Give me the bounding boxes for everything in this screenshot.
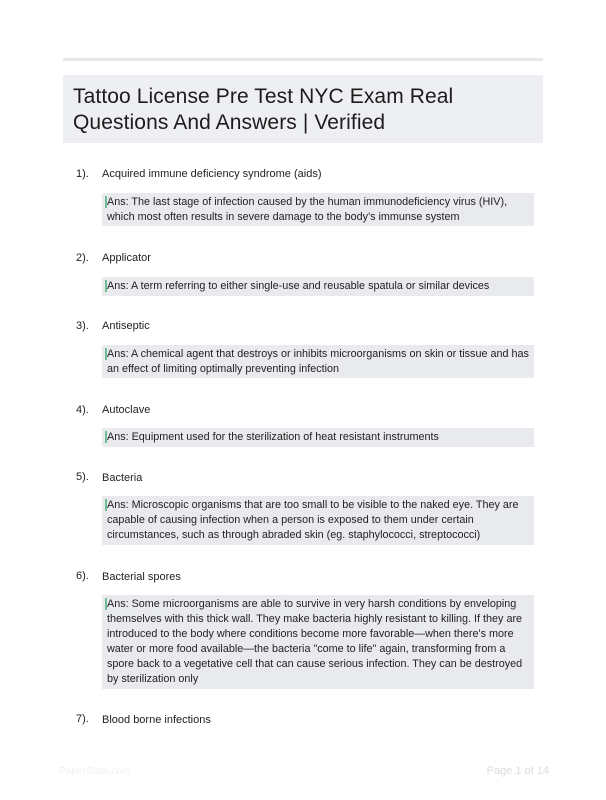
question-term: Autoclave [102,404,151,416]
answer-text: Ans: Equipment used for the sterilization of heat resistant instruments [107,431,439,443]
title-banner [63,75,543,143]
question-term: Applicator [102,252,151,264]
answer-accent-bar [105,348,107,360]
answer-accent-bar [105,598,107,610]
question-number: 7). [76,713,89,725]
question-number: 4). [76,404,89,416]
answer-box [102,193,534,226]
answer-accent-bar [105,196,107,208]
question-term: Blood borne infections [102,714,211,726]
answer-text: Ans: The last stage of infection caused by the human immunodeficiency virus (HIV), which most often results in severe damage to the body's immunse system [107,196,508,223]
question-term: Bacterial spores [102,571,181,583]
answer-text: Ans: Microscopic organisms that are too small to be visible to the naked eye. They are capable of causing infection when a person is exposed to them under certain circumstances, such as through abraded skin (eg. staphylococci, streptococci) [107,499,519,541]
answer-text: Ans: A chemical agent that destroys or inhibits microorganisms on skin or tissue and has an effect of limiting optimally preventing infection [107,348,529,375]
page-indicator: Page 1 of 14 [486,765,549,777]
answer-accent-bar [105,431,107,443]
document-title: Tattoo License Pre Test NYC Exam Real Questions And Answers | Verified [73,85,454,134]
question-term: Antiseptic [102,320,150,332]
question-number: 1). [76,168,89,180]
question-number: 3). [76,320,89,332]
answer-text: Ans: Some microorganisms are able to survive in very harsh conditions by enveloping themselves with this thick wall. They make bacteria highly resistant to killing. If they are introduced to the body where conditions become more favorable—when there's more water or more food available—the bacteria "come to life" again, transforming from a spore back to a vegetative cell that can cause serious infection. They can be destroyed by sterilization only [107,598,523,685]
footer-watermark: PaperStats.com [59,766,131,777]
question-number: 5). [76,471,89,483]
answer-box [102,496,534,545]
answer-box [102,595,534,689]
answer-box [102,428,534,447]
top-divider [63,58,543,61]
answer-box [102,277,534,296]
answer-text: Ans: A term referring to either single-use and reusable spatula or similar devices [107,280,490,292]
question-number: 2). [76,252,89,264]
question-term: Bacteria [102,472,143,484]
question-term: Acquired immune deficiency syndrome (aids) [102,168,322,180]
answer-box [102,345,534,378]
question-number: 6). [76,570,89,582]
answer-accent-bar [105,280,107,292]
answer-accent-bar [105,499,107,511]
